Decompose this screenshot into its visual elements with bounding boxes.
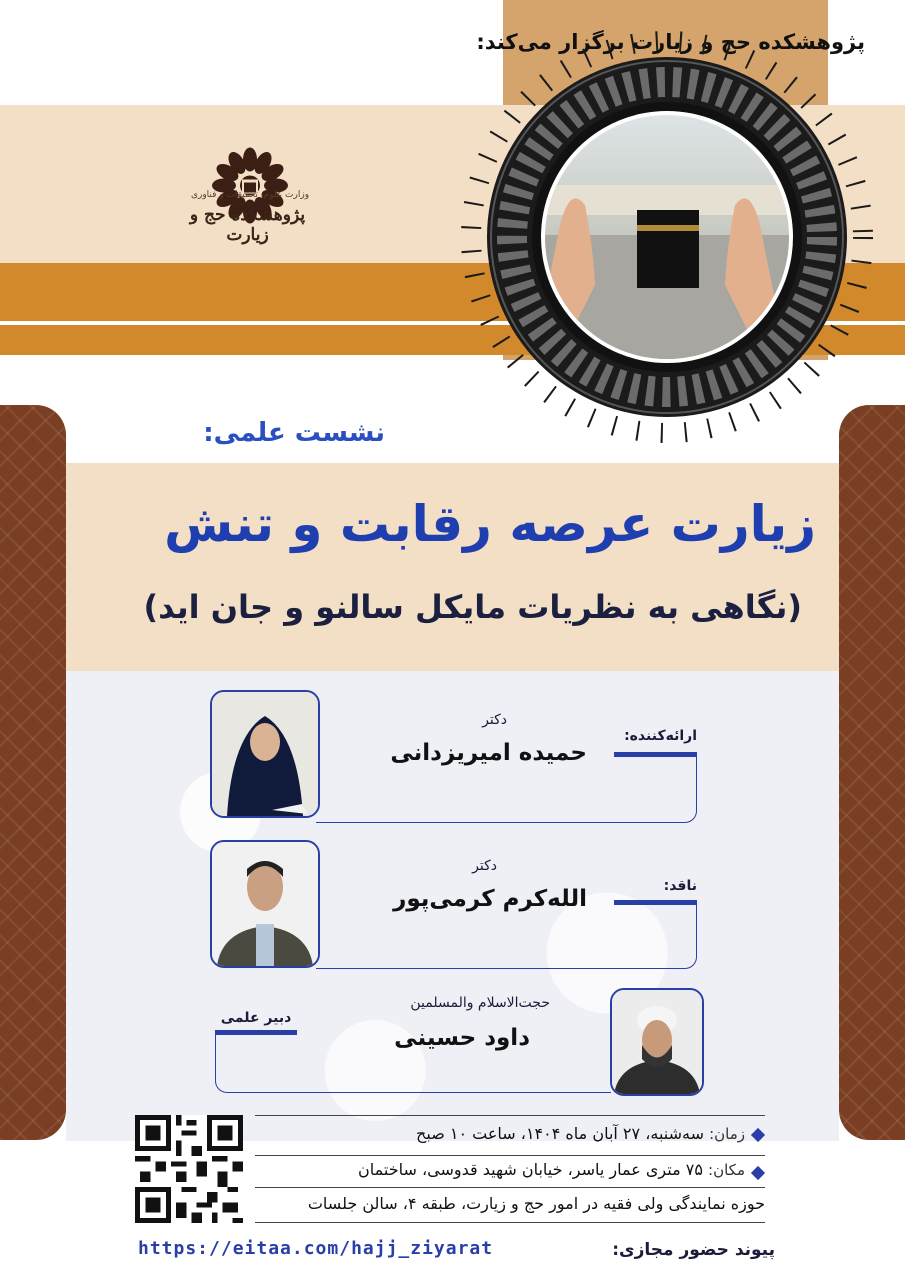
speaker-role-2: ناقد: — [663, 878, 697, 894]
organizer-text: پژوهشکده حج و زیارت برگزار می‌کند: — [476, 30, 865, 54]
bullet-diamond-icon — [751, 1166, 765, 1180]
speaker-honorific-3: حجت‌الاسلام والمسلمین — [410, 995, 550, 1011]
time-line — [416, 1124, 745, 1143]
place-value-1: ۷۵ متری عمار یاسر، خیابان شهید قدوسی، ساختمان — [358, 1160, 703, 1179]
speaker-honorific-1: دکتر — [482, 712, 507, 728]
speaker-name-1: حمیده امیریزدانی — [390, 740, 587, 766]
time-key: زمان: — [709, 1125, 745, 1143]
speaker-photo-icon — [212, 692, 318, 816]
role-bar-3 — [215, 1030, 297, 1035]
role-bar-2 — [614, 900, 696, 905]
info-rule-lower — [255, 1187, 765, 1188]
place-value-2: حوزه نمایندگی ولی فقیه در امور حج و زیارت، طبقه ۴، سالن جلسات — [307, 1194, 765, 1213]
speaker-photo-1 — [210, 690, 320, 818]
info-rule-bottom — [255, 1222, 765, 1223]
logo-name-text: پژوهشکده حج و زیارت — [189, 205, 306, 245]
speaker-name-2: الله‌کرم کرمی‌پور — [393, 886, 587, 912]
side-panel-right — [839, 405, 905, 1140]
place-line-1 — [358, 1160, 745, 1179]
info-rule-top — [255, 1115, 765, 1116]
speaker-photo-3 — [610, 988, 704, 1096]
speaker-role-1: ارائه‌کننده: — [624, 728, 697, 744]
side-panel-left — [0, 405, 66, 1140]
virtual-link-label: پیوند حضور مجازی: — [612, 1240, 775, 1260]
speaker-honorific-2: دکتر — [472, 858, 497, 874]
info-rule-middle — [255, 1155, 765, 1156]
session-label: نشست علمی: — [203, 418, 385, 448]
logo-ministry-text: وزارت علوم، تحقیقات و فناوری — [190, 190, 310, 200]
event-subtitle: (نگاهی به نظریات مایکل سالنو و جان اید) — [143, 588, 802, 626]
speaker-role-3: دبیر علمی — [220, 1010, 292, 1026]
place-key: مکان: — [708, 1161, 745, 1179]
virtual-link-url[interactable]: https://eitaa.com/hajj_ziyarat — [138, 1238, 494, 1259]
speaker-name-3: داود حسینی — [394, 1025, 530, 1051]
speaker-photo-icon — [612, 990, 702, 1094]
time-value: سه‌شنبه، ۲۷ آبان ماه ۱۴۰۴، ساعت ۱۰ صبح — [416, 1124, 704, 1143]
role-bar-1 — [614, 752, 696, 757]
qr-code-icon — [135, 1115, 243, 1223]
medallion-kaaba-image-icon — [455, 25, 880, 450]
event-title: زیارت عرصه رقابت و تنش — [164, 495, 816, 553]
speaker-photo-2 — [210, 840, 320, 968]
speaker-photo-icon — [212, 842, 318, 966]
